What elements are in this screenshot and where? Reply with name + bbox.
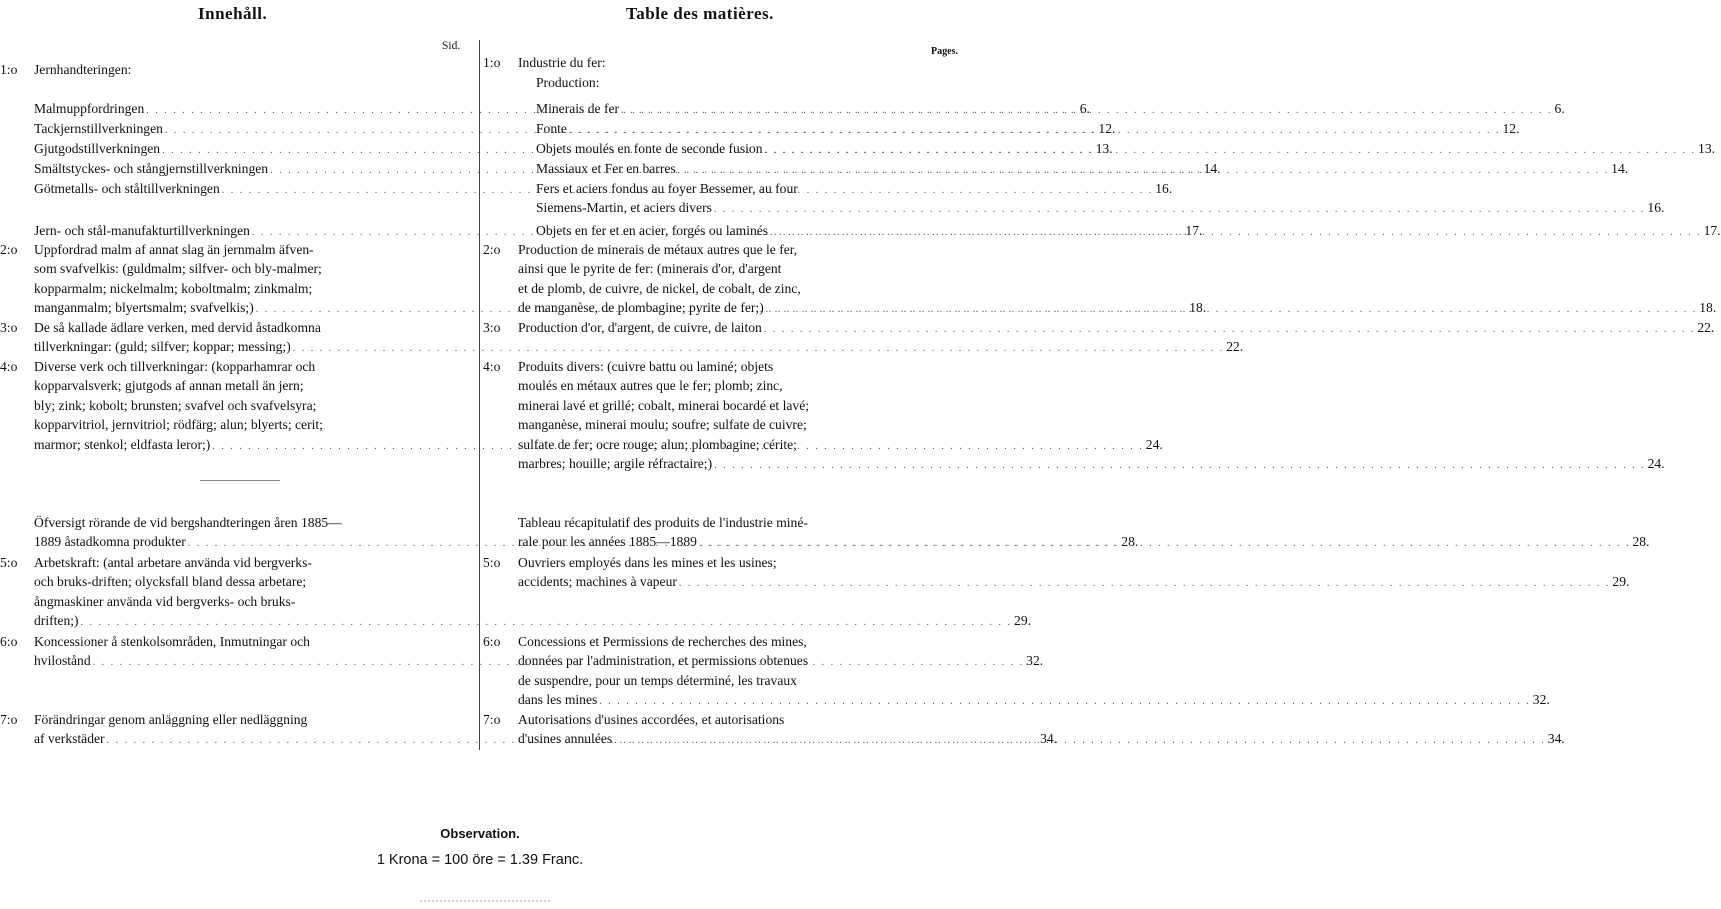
page-number: 16. [1647,200,1665,216]
page-number: 24. [1145,436,1163,452]
entry-title: dans les mines [518,692,598,708]
entry-text-line: Arbetskraft: (antal arbetare använda vid bergverks- [34,555,312,570]
entry-text-line: Production de minerais de métaux autres que le fer, [518,242,798,257]
observation-title: Observation. [440,826,520,841]
entry-text-line: Autorisations d'usines accordées, et autorisations [518,712,785,727]
dot-leader [293,339,1225,358]
toc-entry [518,73,974,92]
entry-title: Production d'or, d'argent, de cuivre, de laiton [518,320,762,335]
page-number: 18. [1189,300,1207,316]
toc-entry [518,119,1520,140]
entry-final-line [536,139,1716,160]
section-number: 2:o [0,242,18,257]
entry-text-line: De så kallade ädlare verken, med dervid åstadkomna [34,320,321,335]
page-number: 28. [1632,534,1650,550]
dot-leader [621,101,1553,120]
dot-leader [699,534,1631,553]
entry-title: Tackjernstillverkningen [34,121,163,136]
section-number: 3:o [0,320,18,335]
dot-leader [679,574,1611,593]
page-number: 17. [1185,223,1203,238]
page-number: 29. [1612,574,1630,590]
entry-text-line: ångmaskiner använda vid bergverks- och bruks- [34,593,296,609]
page-number: 12. [1502,121,1520,136]
entry-text-line: och bruks-driften; olycksfall bland dessa arbetare; [34,574,307,590]
page-number: 18. [1699,300,1717,316]
entry-title: de manganèse, de plombagine; pyrite de fer;) [518,300,764,316]
toc-entry [518,99,1565,120]
entry-text-line: som svafvelkis: (guldmalm; silfver- och bly-malmer; [34,261,322,277]
entry-title: af verkstäder [34,731,105,747]
dot-leader [678,161,1610,180]
toc-entry [518,159,1629,180]
section-number: 2:o [483,242,501,257]
section-number: 5:o [483,555,501,570]
toc-entry [0,60,474,79]
entry-final-line [34,611,1032,632]
entry-text-line: Tableau récapitulatif des produits de l'industrie miné- [518,515,808,530]
page-number: 24. [1647,456,1665,472]
entry-final-line [518,532,1650,553]
toc-entry [518,179,1665,220]
toc-entry [483,553,1630,594]
entry-final-line [518,298,1717,319]
page-number: 28. [1121,534,1139,550]
entry-text-line: Koncessioner å stenkolsområden, Inmutningar och [34,634,310,649]
swedish-heading: Innehåll. [198,4,268,23]
dot-leader [81,613,1013,632]
entry-final-line [518,729,1565,750]
page-number: 6. [1079,101,1090,116]
page-number: 22. [1697,320,1715,335]
dot-leader [766,300,1698,319]
entry-text-line: Fers et aciers fondus au foyer Bessemer, au four [536,181,798,196]
page-number: 22. [1226,339,1244,355]
page-number: 34. [1040,731,1058,747]
toc-entry [483,240,1717,320]
entry-title: 1889 åstadkomna produkter [34,534,186,550]
entry-text-line: manganèse, minerai moulu; soufre; sulfate de cuivre; [518,417,807,433]
observation-text: 1 Krona = 100 öre = 1.39 Franc. [376,852,584,868]
entry-text-line: de suspendre, pour un temps déterminé, les travaux [518,672,797,688]
section-number: 5:o [0,555,18,570]
dot-leader [569,121,1501,140]
entry-title: hvilostånd [34,653,91,669]
page-number: 13. [1095,141,1113,156]
entry-text-line: bly; zink; kobolt; brunsten; svafvel och svafvelsyra; [34,397,317,413]
entry-text-line: sulfate de fer; ocre rouge; alun; plombagine; cérite; [518,436,797,452]
page-number: 14. [1203,161,1221,176]
dot-leader [765,141,1697,160]
entry-title: Objets moulés en fonte de seconde fusion [536,141,763,156]
entry-title: Gjutgodstillverkningen [34,141,161,156]
entry-title: Smältstyckes- och stångjernstillverkningen [34,161,269,176]
entry-text-line: ainsi que le pyrite de fer: (minerais d'or, d'argent [518,261,782,277]
section-number: 6:o [483,634,501,649]
section-number: 1:o [483,55,501,70]
dot-leader [714,456,1646,475]
entry-text-line: kopparmalm; nickelmalm; koboltmalm; zinkmalm; [34,280,313,296]
toc-entry [483,710,1565,751]
entry-final-line [518,318,1715,339]
entry-title: Objets en fer et en acier, forgés ou laminés [536,223,769,238]
section-number: 4:o [483,359,501,374]
entry-title: tillverkningar: (guld; silfver; koppar; messing;) [34,339,291,355]
entry-title: Industrie du fer: [518,55,606,70]
toc-entry [518,139,1716,160]
entry-text-line: Produits divers: (cuivre battu ou laminé; objets [518,359,774,374]
toc-entry [483,357,1665,475]
section-separator [200,480,280,481]
page-number: 32. [1532,692,1550,708]
page-number: 12. [1098,121,1116,136]
section-number: 1:o [0,62,18,77]
swedish-page-column-header: Sid. [442,40,461,52]
entry-title: Götmetalls- och ståltillverkningen [34,181,220,196]
entry-text-line: Ouvriers employés dans les mines et les usines; [518,555,777,570]
entry-title: rale pour les années 1885—1889 [518,534,697,550]
entry-text-line: Förändringar genom anläggning eller nedläggning [34,712,308,727]
faint-footer-mark [420,900,550,902]
page-number: 6. [1554,101,1565,116]
entry-text-line: Diverse verk och tillverkningar: (kopparhamrar och [34,359,316,374]
page-number: 14. [1611,161,1629,176]
page-number: 29. [1014,613,1032,629]
entry-title: Jern- och stål-manufakturtillverkningen [34,223,250,238]
entry-title: Malmuppfordringen [34,101,145,116]
toc-entry [518,513,1650,554]
entry-text-line: et de plomb, de cuivre, de nickel, de cobalt, de zinc, [518,280,801,296]
entry-text-line: Uppfordrad malm af annat slag än jernmalm äfven- [34,242,314,257]
page-number: 13. [1698,141,1716,156]
french-heading: Table des matières. [626,4,774,23]
entry-text-line: minerai lavé et grillé; cobalt, minerai bocardé et lavé; [518,397,809,413]
french-page-column-header: Pages. [931,46,958,57]
entry-final-line [536,159,1629,180]
entry-title: Minerais de fer [536,101,620,116]
toc-entry [483,53,956,72]
entry-final-line [34,337,1244,358]
page-number: 17. [1703,223,1721,238]
entry-text-line: Concessions et Permissions de recherches des mines, [518,634,807,649]
entry-title: Jernhandteringen: [34,62,132,77]
entry-text-line: données par l'administration, et permissions obtenues [518,653,809,669]
entry-final-line [518,572,1630,593]
dot-leader [714,200,1646,219]
entry-final-line [34,60,474,79]
entry-final-line [518,53,956,72]
entry-title: Massiaux et Fer en barres [536,161,676,176]
entry-final-line [518,454,1665,475]
entry-text-line: Öfversigt rörande de vid bergshandteringen åren 1885— [34,515,342,530]
entry-text-line: kopparvitriol, jernvitriol; rödfärg; alun; blyerts; cerit; [34,417,323,433]
entry-final-line [536,198,1665,219]
entry-title: marmor; stenkol; eldfasta leror;) [34,436,211,452]
entry-title: Production: [536,75,600,90]
section-number: 6:o [0,634,18,649]
section-number: 7:o [0,712,18,727]
entry-final-line [536,99,1565,120]
section-number: 3:o [483,320,501,335]
entry-title: manganmalm; blyertsmalm; svafvelkis;) [34,300,254,316]
page-number: 16. [1155,181,1173,196]
entry-title: Fonte [536,121,567,136]
entry-title: Siemens-Martin, et aciers divers [536,200,712,216]
dot-leader [764,320,1696,339]
entry-final-line [536,73,974,92]
entry-final-line [536,119,1520,140]
entry-title: marbres; houille; argile réfractaire;) [518,456,713,472]
entry-title: d'usines annulées [518,731,613,747]
toc-entry [483,632,1550,712]
section-number: 4:o [0,359,18,374]
entry-text-line: moulés en métaux autres que le fer; plomb; zinc, [518,378,783,394]
entry-title: accidents; machines à vapeur [518,574,677,590]
entry-text-line: kopparvalsverk; gjutgods af annan metall än jern; [34,378,304,394]
section-number: 7:o [483,712,501,727]
page-number: 32. [1026,653,1044,669]
toc-entry [483,318,1715,339]
entry-title: driften;) [34,613,79,629]
dot-leader [614,731,1546,750]
dot-leader [599,692,1531,711]
entry-final-line [518,690,1550,711]
page-number: 34. [1547,731,1565,747]
